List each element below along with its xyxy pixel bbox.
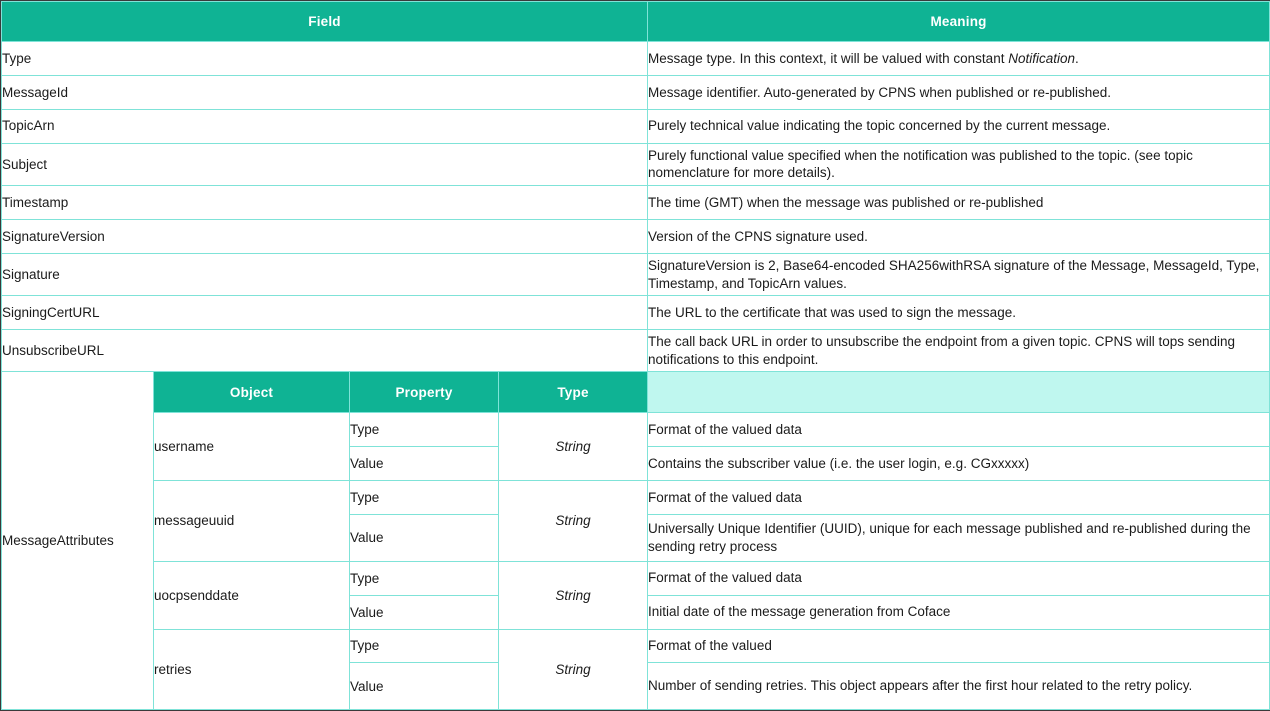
field-meaning (648, 42, 1270, 76)
attribute-object-name: retries (154, 629, 350, 709)
attribute-meaning: Number of sending retries. This object appears after the first hour related to the retry policy. (648, 663, 1270, 710)
nested-column-header-property: Property (350, 372, 499, 413)
table-row (2, 75, 1270, 109)
message-attributes-header-row (2, 372, 1270, 413)
attribute-type: String (499, 481, 648, 561)
table-row (2, 186, 1270, 220)
table-body (2, 42, 1270, 710)
attribute-type: String (499, 629, 648, 709)
field-name: UnsubscribeURL (2, 330, 648, 372)
attribute-property-name: Type (350, 481, 499, 515)
table-row (2, 629, 1270, 663)
column-header-meaning: Meaning (648, 2, 1270, 42)
field-name: Timestamp (2, 186, 648, 220)
attribute-property-name: Value (350, 447, 499, 481)
attribute-property-name: Value (350, 515, 499, 561)
field-meaning: The URL to the certificate that was used to sign the message. (648, 296, 1270, 330)
attribute-meaning: Format of the valued data (648, 561, 1270, 595)
table-row (2, 296, 1270, 330)
nested-column-header-object: Object (154, 372, 350, 413)
field-name: Signature (2, 253, 648, 295)
attribute-type: String (499, 413, 648, 481)
field-meaning: SignatureVersion is 2, Base64-encoded SHA256withRSA signature of the Message, MessageId, Type, Timestamp, and TopicArn values. (648, 253, 1270, 295)
field-meaning: The time (GMT) when the message was published or re-published (648, 186, 1270, 220)
table-row (2, 109, 1270, 143)
table-row (2, 42, 1270, 76)
table-row (2, 220, 1270, 254)
meaning-text-part-2: . (1075, 50, 1079, 66)
attribute-meaning: Format of the valued data (648, 481, 1270, 515)
table-head (2, 2, 1270, 42)
nested-column-header-type: Type (499, 372, 648, 413)
field-name: TopicArn (2, 109, 648, 143)
attribute-object-name: username (154, 413, 350, 481)
attribute-type: String (499, 561, 648, 629)
field-meaning: Purely technical value indicating the topic concerned by the current message. (648, 109, 1270, 143)
field-meaning: The call back URL in order to unsubscribe the endpoint from a given topic. CPNS will tops sending notifications to this endpoint. (648, 330, 1270, 372)
attribute-property-name: Type (350, 629, 499, 663)
attribute-object-name: messageuuid (154, 481, 350, 561)
message-specification-table (1, 1, 1270, 710)
attribute-object-name: uocpsenddate (154, 561, 350, 629)
attribute-meaning: Format of the valued (648, 629, 1270, 663)
table-row (2, 481, 1270, 515)
attribute-meaning: Universally Unique Identifier (UUID), unique for each message published and re-published during the sending retry process (648, 515, 1270, 561)
table-header-row (2, 2, 1270, 42)
attribute-property-name: Type (350, 561, 499, 595)
field-name: MessageId (2, 75, 648, 109)
attribute-property-name: Value (350, 663, 499, 710)
attribute-meaning: Format of the valued data (648, 413, 1270, 447)
field-name: SigningCertURL (2, 296, 648, 330)
field-meaning: Version of the CPNS signature used. (648, 220, 1270, 254)
table-row (2, 561, 1270, 595)
field-meaning: Purely functional value specified when the notification was published to the topic. (see topic nomenclature for more details). (648, 143, 1270, 185)
table-row (2, 413, 1270, 447)
meaning-text-part-1: Message type. In this context, it will be valued with constant (648, 50, 1009, 66)
field-name: Type (2, 42, 648, 76)
table-row (2, 143, 1270, 185)
field-name: SignatureVersion (2, 220, 648, 254)
column-header-field: Field (2, 2, 648, 42)
attribute-property-name: Type (350, 413, 499, 447)
table-row (2, 330, 1270, 372)
nested-column-header-meaning-blank (648, 372, 1270, 413)
field-meaning: Message identifier. Auto-generated by CPNS when published or re-published. (648, 75, 1270, 109)
attribute-meaning: Contains the subscriber value (i.e. the user login, e.g. CGxxxxx) (648, 447, 1270, 481)
attribute-meaning: Initial date of the message generation from Coface (648, 595, 1270, 629)
message-attributes-label: MessageAttributes (2, 372, 154, 710)
meaning-emphasis: Notification (1008, 50, 1075, 66)
attribute-property-name: Value (350, 595, 499, 629)
field-name: Subject (2, 143, 648, 185)
table-row (2, 253, 1270, 295)
